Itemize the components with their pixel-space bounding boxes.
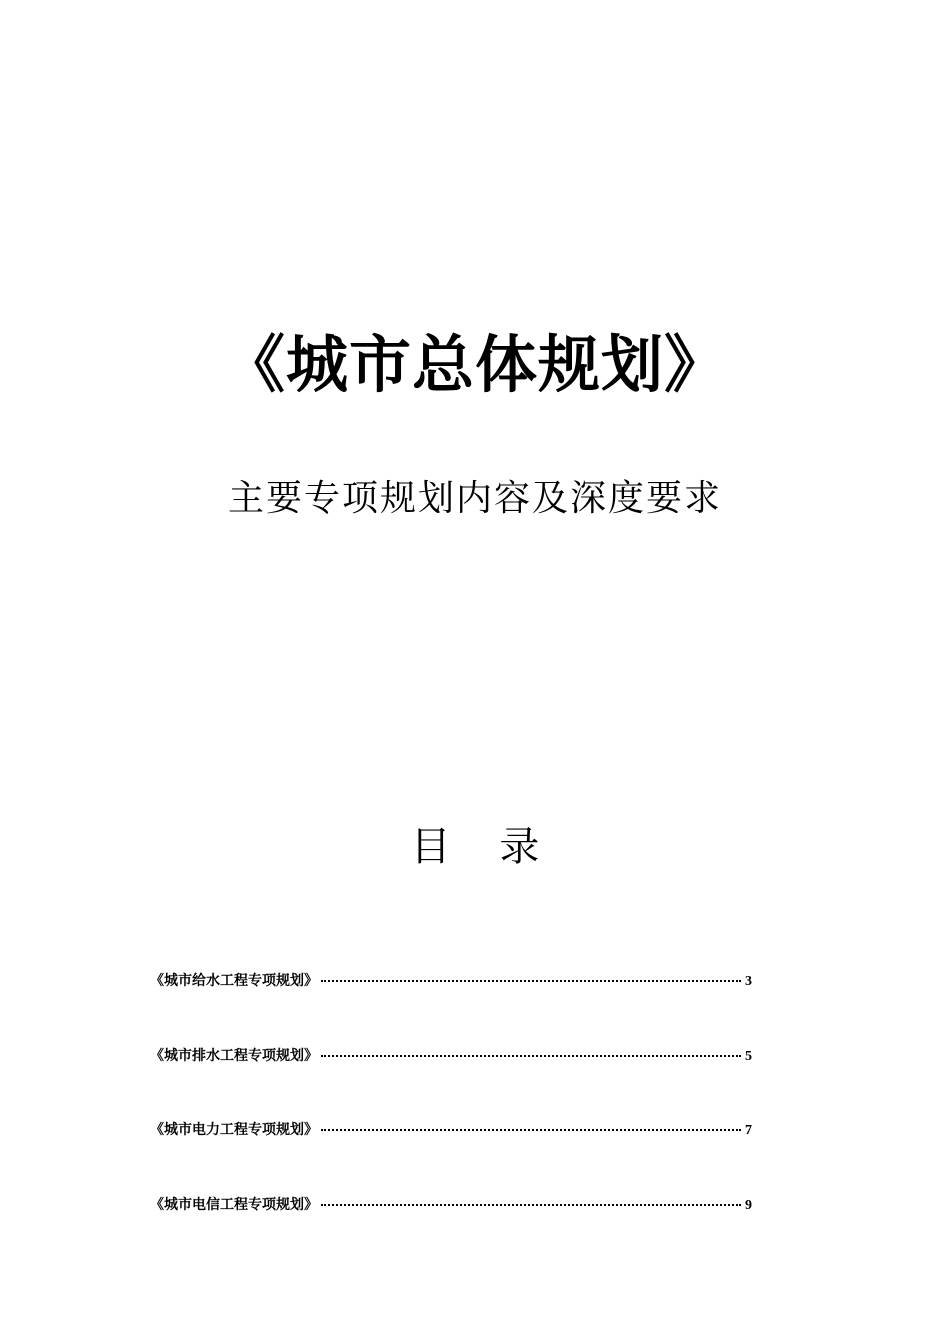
toc-entry[interactable] bbox=[150, 1194, 752, 1269]
toc-entry-title: 《城市给水工程专项规划》 bbox=[150, 973, 318, 989]
toc-dot-leader bbox=[321, 1045, 741, 1057]
toc-entry-page: 3 bbox=[745, 974, 752, 989]
toc-entry-title: 《城市电信工程专项规划》 bbox=[150, 1196, 318, 1213]
toc-entry-title: 《城市排水工程专项规划》 bbox=[150, 1047, 318, 1064]
toc-entry[interactable] bbox=[150, 1119, 752, 1194]
toc-entry-page: 7 bbox=[745, 1123, 752, 1139]
toc-dot-leader bbox=[321, 1194, 741, 1206]
document-title: 《城市总体规划》 bbox=[222, 328, 727, 401]
table-of-contents bbox=[150, 970, 752, 1268]
toc-heading: 目 录 bbox=[410, 824, 558, 870]
toc-entry-page: 5 bbox=[745, 1048, 752, 1064]
toc-dot-leader bbox=[321, 970, 741, 982]
toc-entry-title: 《城市电力工程专项规划》 bbox=[150, 1122, 318, 1139]
toc-entry[interactable] bbox=[150, 1045, 752, 1120]
document-subtitle: 主要专项规划内容及深度要求 bbox=[227, 478, 722, 519]
toc-entry-page: 9 bbox=[745, 1197, 752, 1213]
toc-dot-leader bbox=[321, 1119, 741, 1131]
toc-entry[interactable] bbox=[150, 970, 752, 1045]
